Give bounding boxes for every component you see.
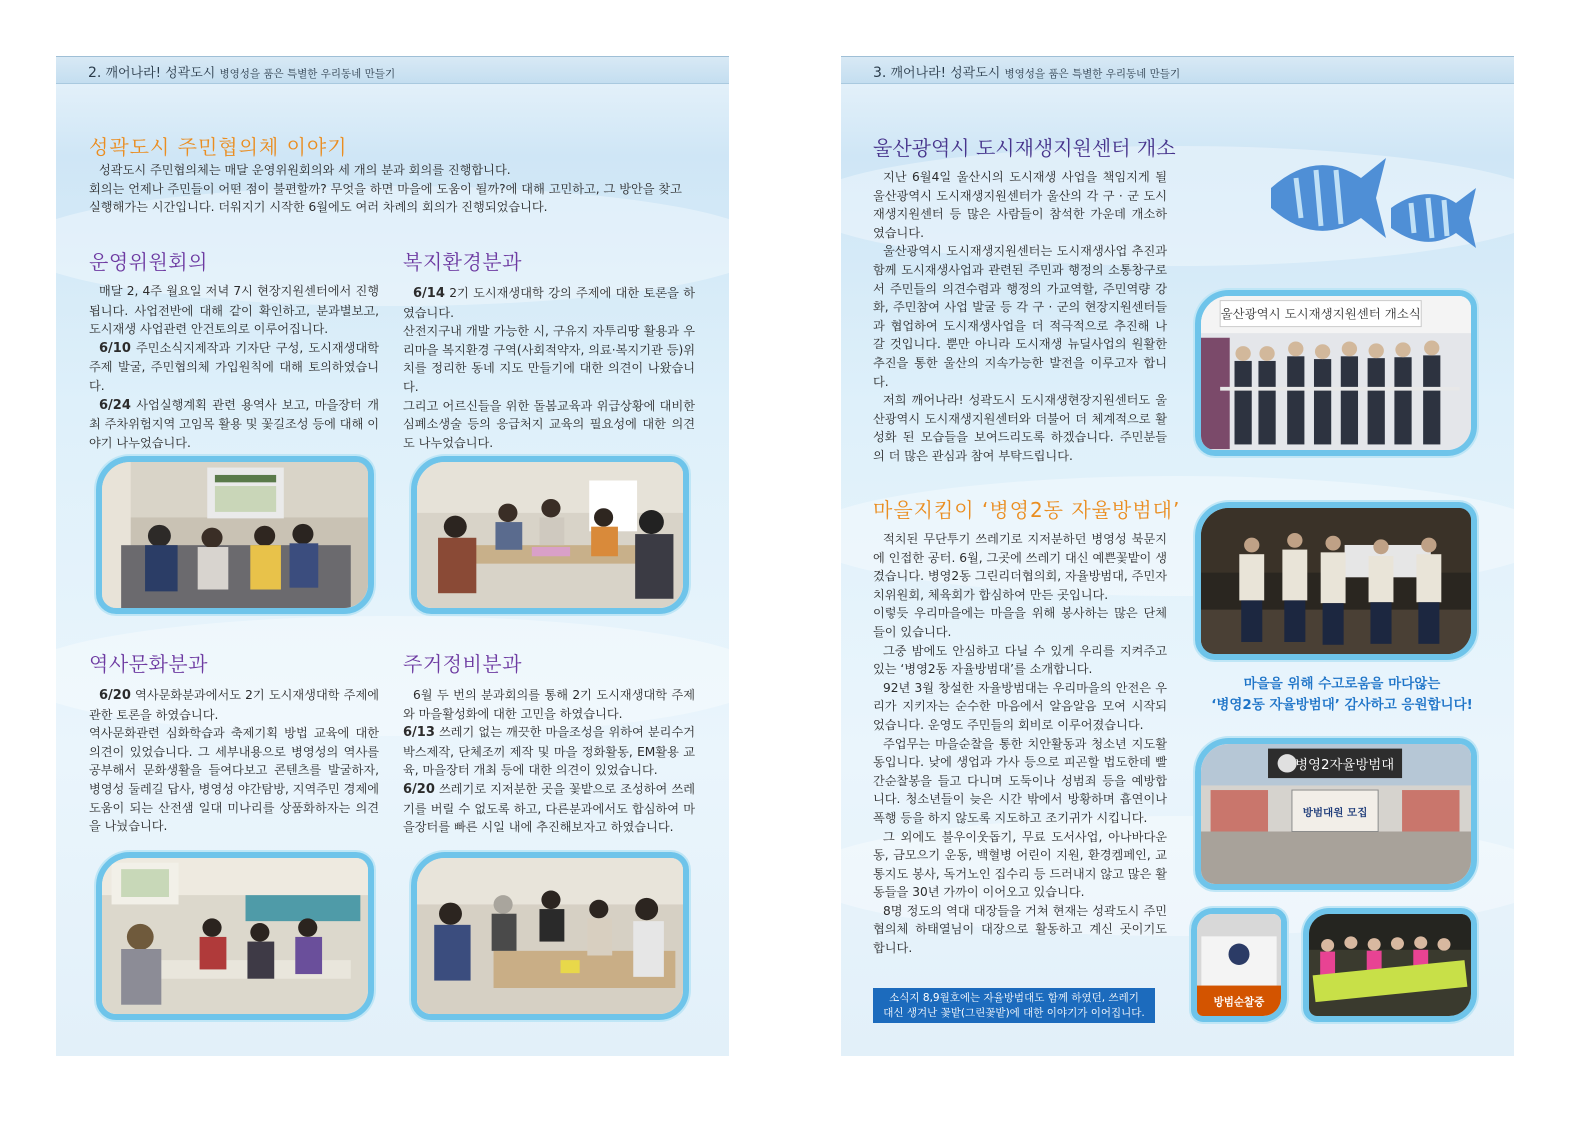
fish-icon bbox=[1266, 148, 1481, 258]
meeting-photo bbox=[96, 456, 374, 614]
page-number: 3. bbox=[873, 65, 887, 81]
meeting-photo bbox=[96, 852, 374, 1020]
intro-line: 실행해가는 시간입니다. 더워지기 시작한 6월에도 여러 차례의 회의가 진행되었습니다. bbox=[89, 200, 548, 215]
left-page bbox=[56, 56, 729, 1056]
right-page bbox=[841, 56, 1514, 1056]
header-title: 깨어나라! 성곽도시 bbox=[890, 66, 1001, 81]
page-header bbox=[56, 56, 729, 84]
meeting-photo bbox=[411, 456, 689, 614]
section-title: 운영위원회의 bbox=[89, 250, 208, 274]
section-title: 주거정비분과 bbox=[403, 652, 522, 676]
ceremony-banner-text: 울산광역시 도시재생지원센터 개소식 bbox=[1220, 307, 1421, 322]
support-slogan: 마을을 위해 수고로움을 마다않는 ‘병영2동 자율방범대’ 감사하고 응원합니다! bbox=[1211, 676, 1473, 713]
night-patrol-photo bbox=[1195, 502, 1477, 660]
patrol-office-photo bbox=[1195, 738, 1477, 890]
header-subtitle: 병영성을 품은 특별한 우리동네 만들기 bbox=[1004, 68, 1181, 80]
section-title: 복지환경분과 bbox=[403, 250, 522, 274]
patrol-sign-text: 병영2자율방범대 bbox=[1295, 758, 1395, 773]
section-body: 6월 두 번의 분과회의를 통해 2기 도시재생대학 주제와 마을활성화에 대한 고민을 하였습니다. 6/13 쓰레기 없는 깨끗한 마을조성을 위하여 분리수거 박스제작, 단체조끼 제작 및 마을 정화활동, EM활용 교육, 마을장터 개최 등에 대한 의견이 있었습니다. 6/20 쓰레기로 지저분한 곳을 꽃밭으로 조성하여 쓰레기를 버릴 수 없도록 하고, 다른분과에서도 합심하여 마을장터를 빠른 시일 내에 추진해보자고 하였습니다. bbox=[403, 688, 695, 835]
campaign-photo bbox=[1303, 908, 1477, 1022]
article-title: 마을지킴이 ‘병영2동 자율방범대’ bbox=[873, 498, 1181, 522]
section-body: 매달 2, 4주 월요일 저녁 7시 현장지원센터에서 진행됩니다. 사업전반에 대해 같이 확인하고, 분과별보고, 도시재생 사업관련 안건토의로 이루어집니다. 6/10 주민소식지제작과 기자단 구성, 도시재생대학 주제 발굴, 주민협의체 가입원칙에 대해 토의하였습니다. 6/24 사업실행계획 관련 용역사 보고, 마을장터 개최 주차위험지역 고임목 활용 및 꽃길조성 등에 대해 이야기 나누었습니다. bbox=[89, 284, 380, 450]
section-title: 역사문화분과 bbox=[89, 652, 208, 676]
header-subtitle: 병영성을 품은 특별한 우리동네 만들기 bbox=[219, 68, 396, 80]
section-body: 6/20 역사문화분과에서도 2기 도시재생대학 주제에 관한 토론을 하였습니다. 역사문화관련 심화학습과 축제기획 방법 교육에 대한 의견이 있었습니다. 그 세부내용으로 병영성의 역사를 공부해서 문화생활을 들여다보고 콘텐츠를 발굴하자, 병영성 둘레길 답사, 병영성 야간탐방, 지역주민 경제에 도움이 되는 산전샘 일대 미나리를 상품화하자는 의견을 나눴습니다. bbox=[89, 688, 380, 834]
header-title: 깨어나라! 성곽도시 bbox=[105, 66, 216, 81]
recruit-poster-text: 방범대원 모집 bbox=[1302, 807, 1368, 819]
intro-line: 성곽도시 주민협의체는 매달 운영위원회의와 세 개의 분과 회의를 진행합니다. bbox=[99, 163, 511, 177]
meeting-photo bbox=[411, 852, 689, 1020]
intro-text bbox=[89, 161, 699, 217]
section-body: 6/14 2기 도시재생대학 강의 주제에 대한 토론을 하였습니다. 산전지구내 개발 가능한 시, 구유지 자투리땅 활용과 우리마을 복지환경 구역(사회적약자, 의료·복지기관 등)위치를 정리한 동네 지도 만들기에 대한 의견이 나왔습니다. 그리고 어르신들을 위한 돌봄교육과 위급상황에 대비한 심폐소생술 등의 응급처지 교육의 필요성에 대한 의견도 나누었습니다. bbox=[403, 286, 695, 450]
page-header bbox=[841, 56, 1514, 84]
intro-line: 회의는 언제나 주민들이 어떤 점이 불편할까? 무엇을 하면 마을에 도움이 될까?에 대해 고민하고, 그 방안을 찾고 bbox=[89, 181, 682, 196]
article-body: 지난 6월4일 울산시의 도시재생 사업을 책임지게 될 울산광역시 도시재생지원센터가 울산의 각 구 · 군 도시재생지원센터 등 많은 사람들이 참석한 가운데 개소하였습니다. 울산광역시 도시재생지원센터는 도시재생사업 추진과 함께 도시재생사업과 관련된 주민과 행정의 소통창구로서 주민들의 의견수렴과 행정의 가교역할, 주민역량 강화, 주민참여 사업 발굴 등 각 구 · 군의 현장지원센터들과 협업하여 도시재생사업을 더 적극적으로 추진해 나갈 것입니다. 뿐만 아니라 도시재생 뉴딜사업의 원활한 추진을 통한 울산의 지속가능한 발전을 이루고자 합니다. 저희 깨어나라! 성곽도시 도시재생현장지원센터도 울산광역시 도시재생지원센터와 더불어 더 체계적으로 활성화 된 모습들을 보여드리도록 하겠습니다. 주민분들의 더 많은 관심과 참여 부탁드립니다. bbox=[873, 170, 1167, 463]
article-body: 적치된 무단투기 쓰레기로 지저분하던 병영성 북문지에 인접한 공터. 6월, 그곳에 쓰레기 대신 예쁜꽃밭이 생겼습니다. 병영2동 그린리더협의회, 자율방범대, 주민자치위원회, 체육회가 합심하여 만든 곳입니다. 이렇듯 우리마을에는 마을을 위해 봉사하는 많은 단체들이 있습니다. 그중 밤에도 안심하고 다닐 수 있게 우리를 지켜주고 있는 ‘병영2동 자율방범대’를 소개합니다. 92년 3월 창설한 자율방범대는 우리마을의 안전은 우리가 지키자는 순수한 마음에서 알음알음 모여 시작되었습니다. 운영도 주민들의 회비로 이루어졌습니다. 주업무는 마을순찰을 통한 치안활동과 청소년 지도활동입니다. 낮에 생업과 가사 등으로 피곤할 법도한데 빨간순찰봉을 들고 다니며 도둑이나 성범죄 등을 예방합니다. 청소년들이 늦은 시간 밖에서 방황하며 흡연이나 폭행 등을 하지 않도록 지도하고 조기귀가 시킵니다. 그 외에도 불우이웃돕기, 무료 도서사업, 아나바다운동, 금모으기 운동, 백혈병 어린이 지원, 환경켐페인, 교통지도 봉사, 독거노인 집수리 등 드러내지 않고 많은 활동들을 30년 가까이 이어오고 있습니다. 8명 정도의 역대 대장들을 거쳐 현재는 성곽도시 주민협의체 하태열님이 대장으로 활동하고 계신 곳이기도 합니다. bbox=[873, 532, 1167, 956]
next-issue-notice: 소식지 8,9월호에는 자율방범대도 함께 하였던, 쓰레기 대신 생겨난 꽃밭(그린꽃밭)에 대한 이야기가 이어집니다. bbox=[873, 988, 1155, 1023]
intro-title: 성곽도시 주민협의체 이야기 bbox=[89, 135, 348, 159]
page-number: 2. bbox=[88, 65, 102, 81]
article-title: 울산광역시 도시재생지원센터 개소 bbox=[873, 136, 1176, 160]
opening-ceremony-photo bbox=[1195, 290, 1477, 456]
patrol-car-photo bbox=[1191, 908, 1287, 1022]
patrol-car-text: 방범순찰중 bbox=[1213, 995, 1265, 1009]
